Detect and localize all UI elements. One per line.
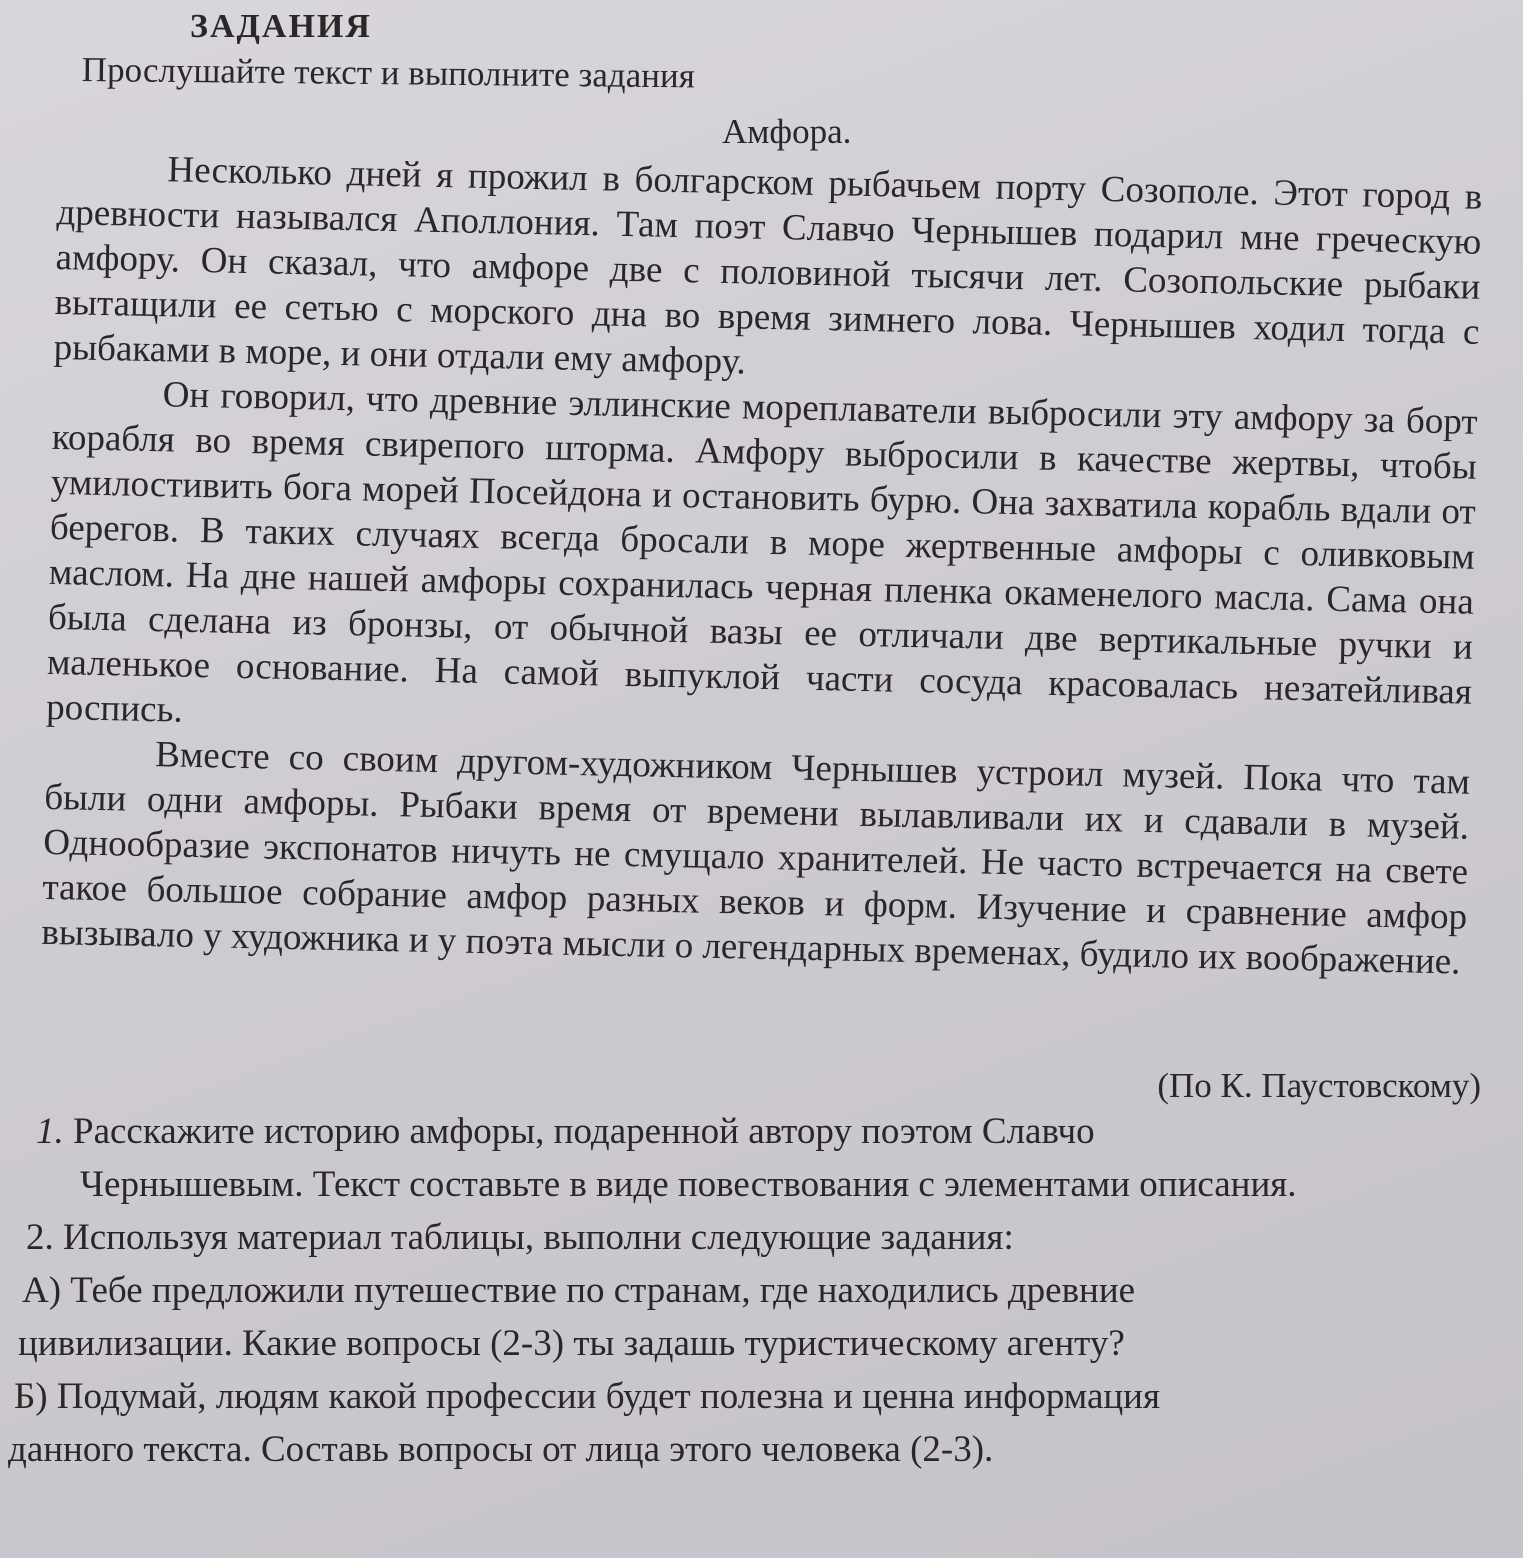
task-b-line-2: данного текста. Составь вопросы от лица этого человека (2-3). [8,1429,994,1470]
task-list [8,1105,1488,1476]
task-1-line-1 [8,1105,1488,1158]
paragraph-1: Несколько дней я прожил в болгарском рыбачьем порту Созополе. Этот город в древности назывался Аполлония. Там поэт Славчо Чернышев подарил мне греческую амфору. Он сказал, что амфоре две с половиной тысячи лет. Созопольские рыбаки вытащили ее сетью с морского дна во время зимнего лова. Чернышев ходил тогда с рыбаками в море, и они отдали ему амфору. [53,149,1483,383]
task-a-line-1: А) Тебе предложили путешествие по странам, где находились древние [22,1270,1136,1311]
task-2-line: 2. Используя материал таблицы, выполни следующие задания: [26,1217,1014,1258]
section-title: ЗАДАНИЯ [190,8,372,45]
text-title: Амфора. [722,112,852,151]
author-attribution: (По К. Паустовскому) [1157,1066,1481,1105]
task-1-line-2: Чернышевым. Текст составьте в виде повествования с элементами описания. [80,1164,1297,1205]
instruction-line: Прослушайте текст и выполните задания [81,50,696,96]
task-a-line-2: цивилизации. Какие вопросы (2-3) ты задашь туристическому агенту? [18,1323,1125,1364]
task-1-number: 1. [36,1111,64,1152]
task-1-text-1: Расскажите историю амфоры, подаренной автору поэтом Славчо [73,1111,1095,1152]
paragraph-2: Он говорил, что древние эллинские мореплаватели выбросили эту амфору за борт корабля во время свирепого шторма. Амфору выбросили в качестве жертвы, чтобы умилостивить бога морей Посейдона и остановить бурю. Она захватила корабль вдали от берегов. В таких случаях всегда бросали в море жертвенные амфоры с оливковым маслом. На дне нашей амфоры сохранилась черная пленка окаменелого масла. Сама она была сделана из бронзы, от обычной вазы ее отличали две вертикальные ручки и маленькое основание. На самой выпуклой части сосуда красовалась незатейливая роспись. [45,374,1478,731]
task-b-line-1: Б) Подумай, людям какой профессии будет полезна и ценна информация [14,1376,1160,1417]
paragraph-3: Вместе со своим другом-художником Чернышев устроил музей. Пока что там были одни амфоры. Рыбаки время от времени вылавливали их и сдавали в музей. Однообразие экспонатов ничуть не смущало хранителей. Не часто встречается на свете такое большое собрание амфор разных веков и форм. Изучение и сравнение амфор вызывало у художника и у поэта мысли о легендарных временах, будило их воображение. [41,734,1471,983]
story-body [41,145,1483,985]
